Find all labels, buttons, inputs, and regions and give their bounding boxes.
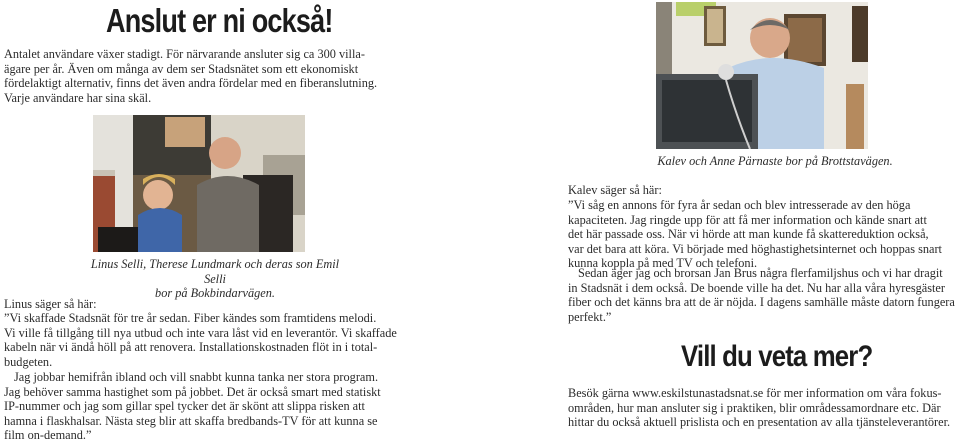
man-photo-caption: Kalev och Anne Pärnaste bor på Brottstavägen. — [657, 154, 893, 168]
kalev-second-paragraph: Sedan äger jag och brorsan Jan Brus några flerfamiljshus och vi har dragit in Stadsnät i dem också. De boende ville ha det. Nu har alla våra hyresgäster fiber och det känns bra att de är nöjda. I dagens samhälle måste datorn fungera perfekt.” — [568, 266, 955, 324]
man-at-computer-photo — [656, 2, 868, 149]
section-heading-connect: Anslut er ni också! — [106, 2, 333, 39]
visit-paragraph: Besök gärna www.eskilstunastadsnat.se för mer information om våra fokus- områden, hur man ansluter sig i praktiken, blir områdessamordnare etc. Där hittar du också aktuell prislista och en presentation av alla tjänsteleverantörer. — [568, 386, 951, 430]
linus-second-paragraph: Jag jobbar hemifrån ibland och vill snabbt kunna tanka ner stora program. Jag behöver samma hastighet som på jobbet. Det är också smart med statiskt IP-nummer och jag som gillar spel tycker det är skönt att slippa risken att hamna i flaskhalsar. Nästa steg blir att skaffa bredbands-TV för att kunna se film on-demand.” — [4, 370, 381, 443]
section-heading-learn-more: Vill du veta mer? — [681, 340, 873, 373]
intro-paragraph: Antalet användare växer stadigt. För närvarande ansluter sig ca 300 villa- ägare per år. Även om många av dem ser Stadsnätet som ett ekonomiskt fördelaktigt alternativ, finns det även andra fördelar med en fiberanslutning. Varje användare har sina skäl. — [4, 47, 378, 105]
linus-quote-paragraph: ”Vi skaffade Stadsnät för tre år sedan. Fiber kändes som framtidens melodi. Vi ville få tillgång till nya utbud och inte vara låst vid en leverantör. Vi skaffade kabeln när vi ändå höll på att renovera. Installationskostnaden flöt in i total- budgeten. — [4, 311, 397, 369]
kalev-quote-paragraph: ”Vi såg en annons för fyra år sedan och blev intresserade av den höga kapaciteten. Jag ringde upp för att få mer information och kände snart att det här passade oss. När vi hörde att man kunde få skattereduktion också, var det bara att köra. Vi började med höghastighetsinternet och hoppas snart kunna koppla på med TV och telefoni. — [568, 198, 942, 271]
linus-intro: Linus säger så här: — [4, 297, 97, 311]
family-photo — [93, 115, 305, 252]
kalev-intro: Kalev säger så här: — [568, 183, 662, 197]
family-photo-caption: Linus Selli, Therese Lundmark och deras son Emil Selli bor på Bokbindarvägen. — [90, 257, 340, 301]
